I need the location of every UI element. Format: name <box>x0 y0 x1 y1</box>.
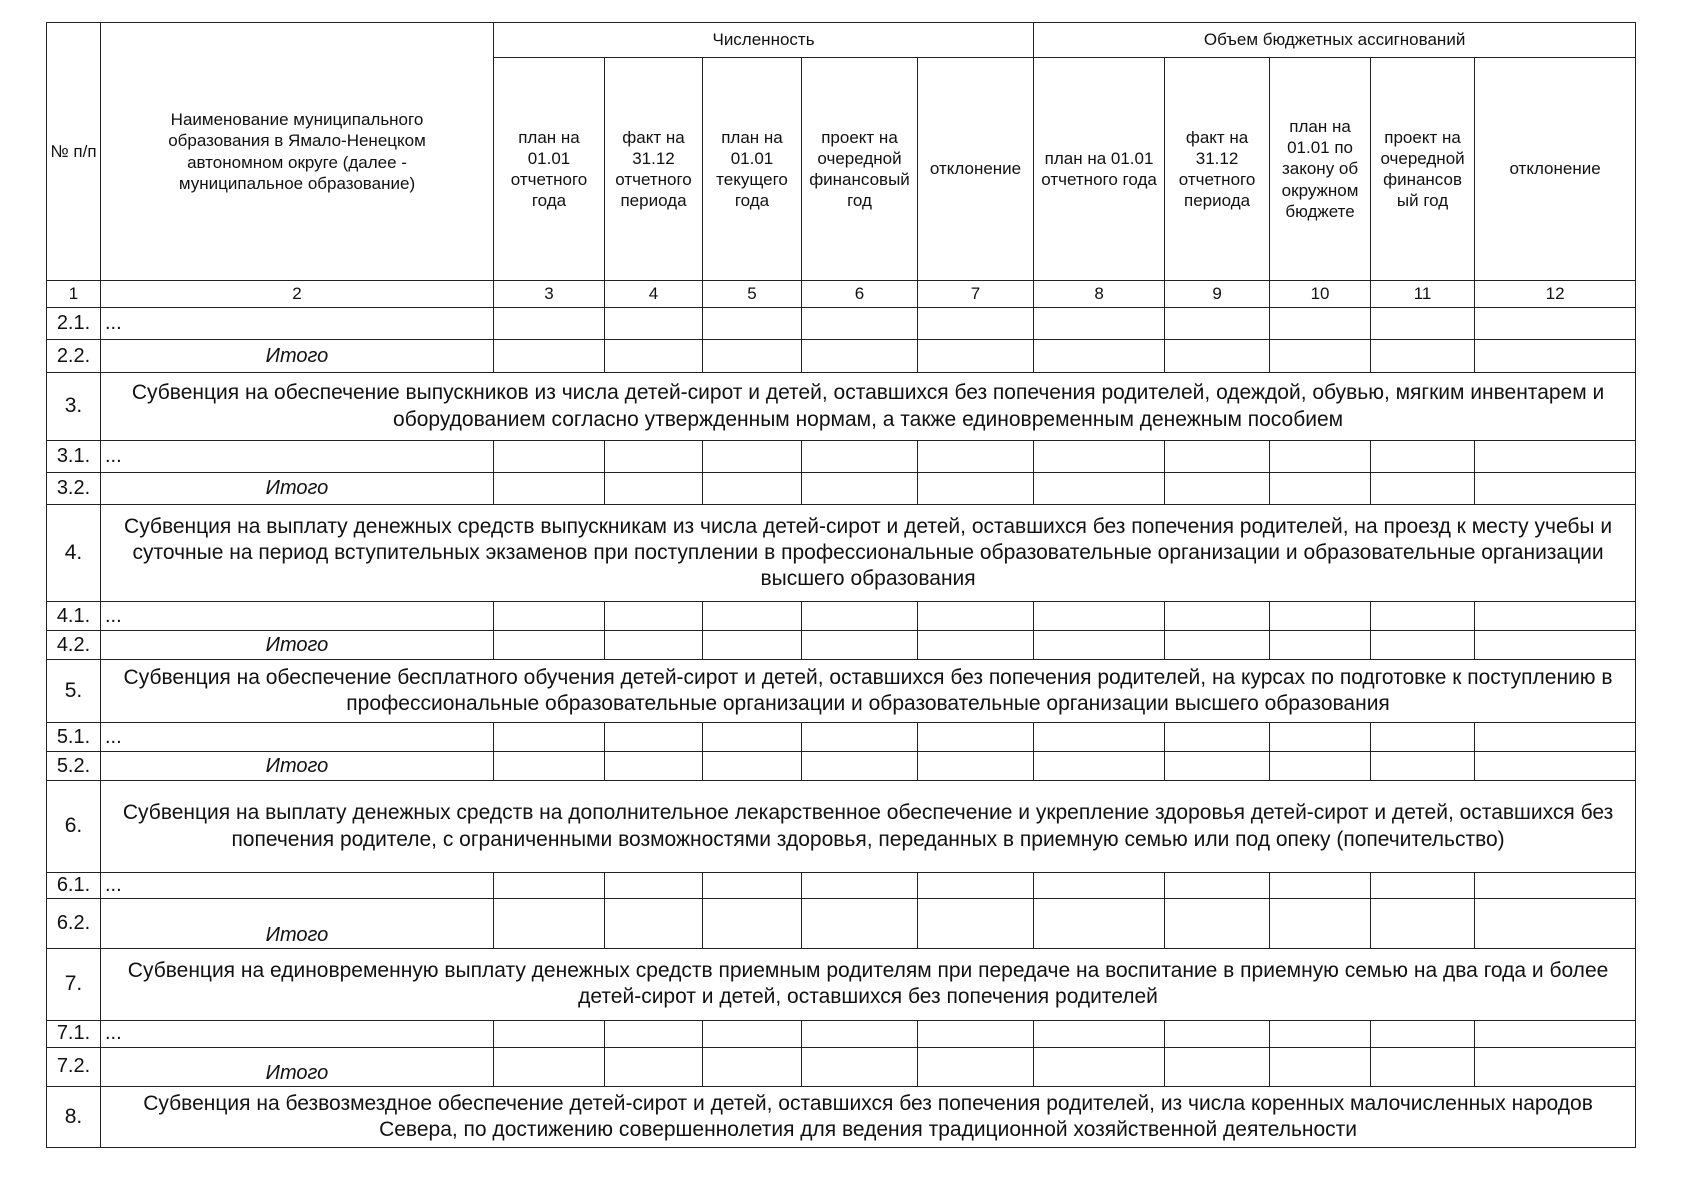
row-number: 5.2. <box>47 752 101 781</box>
data-cell <box>703 441 802 473</box>
data-cell <box>1371 873 1475 899</box>
col-number: 9 <box>1165 281 1270 308</box>
data-cell <box>802 441 918 473</box>
data-cell <box>918 723 1034 752</box>
row-number: 3.2. <box>47 473 101 505</box>
header-headcount-deviation: отклонение <box>918 58 1034 281</box>
data-cell <box>1475 1047 1636 1086</box>
col-number: 8 <box>1034 281 1165 308</box>
data-cell <box>1475 340 1636 373</box>
data-cell <box>918 308 1034 340</box>
data-cell <box>1034 441 1165 473</box>
municipality-name: ... <box>101 441 494 473</box>
data-cell <box>494 898 605 948</box>
data-cell <box>802 1047 918 1086</box>
data-cell <box>1270 873 1371 899</box>
data-cell <box>1270 631 1371 660</box>
data-cell <box>605 631 703 660</box>
data-cell <box>802 631 918 660</box>
data-cell <box>703 1020 802 1047</box>
data-cell <box>605 1020 703 1047</box>
data-cell <box>918 1047 1034 1086</box>
municipality-name: ... <box>101 602 494 631</box>
data-cell <box>802 723 918 752</box>
data-cell <box>605 723 703 752</box>
table-row <box>47 441 1636 473</box>
section-row <box>47 1086 1636 1147</box>
data-cell <box>1270 308 1371 340</box>
data-cell <box>605 752 703 781</box>
data-cell <box>1270 340 1371 373</box>
data-cell <box>1371 898 1475 948</box>
header-headcount-plan-current: план на 01.01 текущего года <box>703 58 802 281</box>
section-title: Субвенция на безвозмездное обеспечение детей-сирот и детей, оставшихся без попечения родителей, из числа коренных малочисленных народов Севера, по достижению совершеннолетия для ведения традиционной хозяйственной деятельности <box>101 1086 1636 1147</box>
total-label: Итого <box>101 752 494 781</box>
total-label: Итого <box>101 473 494 505</box>
section-title: Субвенция на выплату денежных средств на дополнительное лекарственное обеспечение и укрепление здоровья детей-сирот и детей, оставшихся без попечения родителе, с ограниченными возможностями здоровья, переданных в приемную семью или под опеку (попечительство) <box>101 781 1636 873</box>
data-cell <box>1034 602 1165 631</box>
data-cell <box>1270 1020 1371 1047</box>
data-cell <box>605 308 703 340</box>
data-cell <box>1034 752 1165 781</box>
data-cell <box>918 873 1034 899</box>
section-row <box>47 781 1636 873</box>
total-label: Итого <box>101 631 494 660</box>
data-cell <box>802 898 918 948</box>
data-cell <box>494 602 605 631</box>
data-cell <box>918 1020 1034 1047</box>
data-cell <box>703 898 802 948</box>
data-cell <box>1371 340 1475 373</box>
municipality-name: ... <box>101 308 494 340</box>
data-cell <box>1034 873 1165 899</box>
section-number: 6. <box>47 781 101 873</box>
data-cell <box>918 473 1034 505</box>
data-cell <box>1270 898 1371 948</box>
row-number: 7.2. <box>47 1047 101 1086</box>
data-cell <box>703 1047 802 1086</box>
section-number: 8. <box>47 1086 101 1147</box>
data-cell <box>1165 1020 1270 1047</box>
data-cell <box>494 752 605 781</box>
data-cell <box>605 873 703 899</box>
data-cell <box>1475 441 1636 473</box>
data-cell <box>1371 723 1475 752</box>
section-number: 7. <box>47 948 101 1020</box>
row-number: 3.1. <box>47 441 101 473</box>
data-cell <box>1034 340 1165 373</box>
data-cell <box>1165 631 1270 660</box>
data-cell <box>1165 752 1270 781</box>
section-number: 3. <box>47 373 101 441</box>
data-cell <box>605 898 703 948</box>
data-cell <box>494 308 605 340</box>
header-headcount-fact: факт на 31.12 отчетного периода <box>605 58 703 281</box>
data-cell <box>1165 1047 1270 1086</box>
data-cell <box>802 602 918 631</box>
municipality-name: ... <box>101 723 494 752</box>
data-cell <box>494 631 605 660</box>
section-row <box>47 660 1636 723</box>
table-row <box>47 340 1636 373</box>
row-number: 5.1. <box>47 723 101 752</box>
row-number: 2.1. <box>47 308 101 340</box>
header-budget-deviation: отклонение <box>1475 58 1636 281</box>
row-number: 2.2. <box>47 340 101 373</box>
data-cell <box>703 308 802 340</box>
data-cell <box>1270 441 1371 473</box>
table-row <box>47 602 1636 631</box>
data-cell <box>918 631 1034 660</box>
data-cell <box>1165 898 1270 948</box>
header-headcount-project: проект на очередной финансовый год <box>802 58 918 281</box>
col-number: 6 <box>802 281 918 308</box>
section-row <box>47 505 1636 602</box>
data-cell <box>1165 340 1270 373</box>
col-number: 11 <box>1371 281 1475 308</box>
row-number: 7.1. <box>47 1020 101 1047</box>
data-cell <box>494 873 605 899</box>
data-cell <box>703 602 802 631</box>
data-cell <box>605 602 703 631</box>
data-cell <box>1371 631 1475 660</box>
data-cell <box>1371 602 1475 631</box>
data-cell <box>802 873 918 899</box>
section-row <box>47 948 1636 1020</box>
data-cell <box>1475 898 1636 948</box>
data-cell <box>1475 631 1636 660</box>
total-label: Итого <box>101 1047 494 1086</box>
data-cell <box>1475 602 1636 631</box>
header-budget-project: проект на очередной финансов ый год <box>1371 58 1475 281</box>
table-row <box>47 308 1636 340</box>
section-title: Субвенция на обеспечение выпускников из числа детей-сирот и детей, оставшихся без попечения родителей, одеждой, обувью, мягким инвентарем и оборудованием согласно утвержденным нормам, а также единовременным денежным пособием <box>101 373 1636 441</box>
table-row <box>47 873 1636 899</box>
section-number: 5. <box>47 660 101 723</box>
data-cell <box>1371 441 1475 473</box>
data-cell <box>918 752 1034 781</box>
data-cell <box>1270 473 1371 505</box>
table-row <box>47 898 1636 948</box>
data-cell <box>1475 473 1636 505</box>
table-row <box>47 723 1636 752</box>
col-number: 5 <box>703 281 802 308</box>
data-cell <box>703 723 802 752</box>
data-cell <box>605 441 703 473</box>
data-cell <box>1475 308 1636 340</box>
column-number-row <box>47 281 1636 308</box>
data-cell <box>802 473 918 505</box>
data-cell <box>918 602 1034 631</box>
data-cell <box>1034 308 1165 340</box>
data-cell <box>703 631 802 660</box>
col-number: 4 <box>605 281 703 308</box>
data-cell <box>703 752 802 781</box>
data-cell <box>494 1047 605 1086</box>
data-cell <box>494 1020 605 1047</box>
data-cell <box>802 752 918 781</box>
table-row <box>47 752 1636 781</box>
header-group-headcount: Численность <box>494 23 1034 58</box>
data-cell <box>1475 752 1636 781</box>
header-budget-plan-start: план на 01.01 отчетного года <box>1034 58 1165 281</box>
data-cell <box>494 723 605 752</box>
data-cell <box>1371 308 1475 340</box>
data-cell <box>1034 1020 1165 1047</box>
municipality-name: ... <box>101 1020 494 1047</box>
row-number: 4.2. <box>47 631 101 660</box>
data-cell <box>605 473 703 505</box>
data-cell <box>1034 898 1165 948</box>
data-cell <box>1371 752 1475 781</box>
data-cell <box>494 340 605 373</box>
col-number: 2 <box>101 281 494 308</box>
data-cell <box>1270 752 1371 781</box>
section-title: Субвенция на единовременную выплату денежных средств приемным родителям при передаче на воспитание в приемную семью на два года и более детей-сирот и детей, оставшихся без попечения родителей <box>101 948 1636 1020</box>
header-group-budget: Объем бюджетных ассигнований <box>1034 23 1636 58</box>
header-row-number: № п/п <box>47 23 101 281</box>
total-label: Итого <box>101 340 494 373</box>
data-cell <box>703 340 802 373</box>
row-number: 4.1. <box>47 602 101 631</box>
data-cell <box>1270 1047 1371 1086</box>
data-cell <box>1034 631 1165 660</box>
data-cell <box>1034 723 1165 752</box>
data-cell <box>1165 473 1270 505</box>
header-municipality-name: Наименование муниципального образования в Ямало-Ненецком автономном округе (далее - муниципальное образование) <box>101 23 494 281</box>
data-cell <box>802 308 918 340</box>
data-cell <box>1165 873 1270 899</box>
header-budget-fact: факт на 31.12 отчетного периода <box>1165 58 1270 281</box>
section-title: Субвенция на обеспечение бесплатного обучения детей-сирот и детей, оставшихся без попечения родителей, на курсах по подготовке к поступлению в профессиональные образовательные организации и образовательные организации высшего образования <box>101 660 1636 723</box>
data-cell <box>605 1047 703 1086</box>
col-number: 3 <box>494 281 605 308</box>
data-cell <box>1165 308 1270 340</box>
data-cell <box>1371 1020 1475 1047</box>
table-row <box>47 1047 1636 1086</box>
header-headcount-plan-start: план на 01.01 отчетного года <box>494 58 605 281</box>
data-cell <box>1475 873 1636 899</box>
data-cell <box>494 441 605 473</box>
col-number: 10 <box>1270 281 1371 308</box>
data-cell <box>918 898 1034 948</box>
data-cell <box>1270 602 1371 631</box>
table-row <box>47 631 1636 660</box>
data-cell <box>918 441 1034 473</box>
data-cell <box>1165 441 1270 473</box>
header-budget-plan-law: план на 01.01 по закону об окружном бюджете <box>1270 58 1371 281</box>
data-cell <box>1475 1020 1636 1047</box>
table-row <box>47 473 1636 505</box>
col-number: 1 <box>47 281 101 308</box>
section-row <box>47 373 1636 441</box>
total-label: Итого <box>101 898 494 948</box>
data-cell <box>802 340 918 373</box>
data-cell <box>918 340 1034 373</box>
data-cell <box>1475 723 1636 752</box>
data-cell <box>1165 602 1270 631</box>
data-cell <box>1034 1047 1165 1086</box>
data-cell <box>1165 723 1270 752</box>
data-cell <box>703 873 802 899</box>
table-row <box>47 1020 1636 1047</box>
data-cell <box>802 1020 918 1047</box>
col-number: 12 <box>1475 281 1636 308</box>
data-cell <box>1371 1047 1475 1086</box>
section-title: Субвенция на выплату денежных средств выпускникам из числа детей-сирот и детей, оставшихся без попечения родителей, на проезд к месту учебы и суточные на период вступительных экзаменов при поступлении в профессиональные образовательные организации и образовательные организации высшего образования <box>101 505 1636 602</box>
data-cell <box>703 473 802 505</box>
data-cell <box>1270 723 1371 752</box>
col-number: 7 <box>918 281 1034 308</box>
data-cell <box>1034 473 1165 505</box>
row-number: 6.2. <box>47 898 101 948</box>
section-number: 4. <box>47 505 101 602</box>
municipality-name: ... <box>101 873 494 899</box>
data-cell <box>605 340 703 373</box>
budget-report-table <box>46 22 1636 1148</box>
data-cell <box>1371 473 1475 505</box>
row-number: 6.1. <box>47 873 101 899</box>
data-cell <box>494 473 605 505</box>
